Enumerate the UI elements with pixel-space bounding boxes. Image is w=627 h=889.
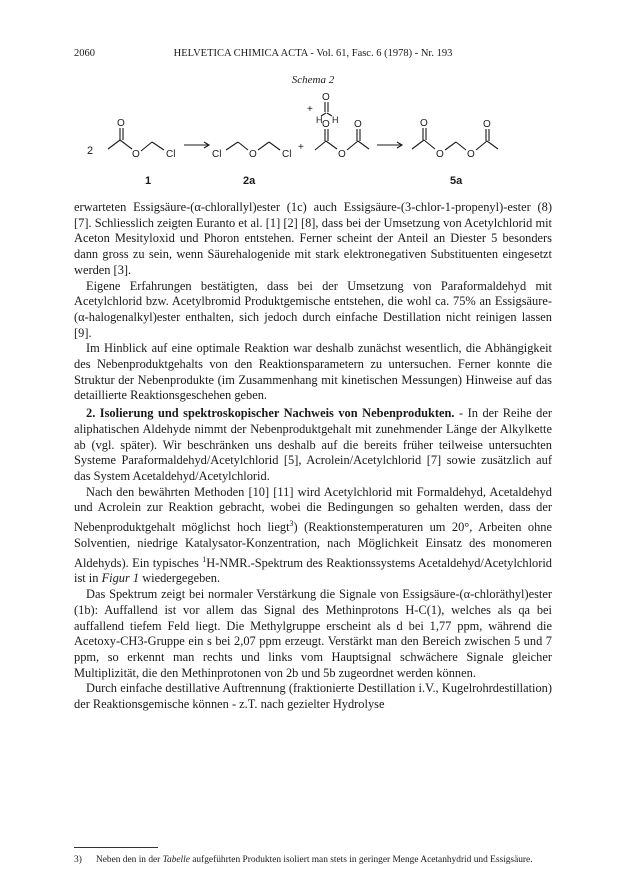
- compound-label-2a: 2a: [243, 175, 256, 187]
- atom-o: O: [436, 149, 444, 160]
- compound-label-1: 1: [145, 175, 152, 187]
- compound-1-structure: [108, 118, 175, 160]
- atom-cl: Cl: [212, 149, 222, 160]
- section-paragraph: [74, 406, 552, 485]
- footnote-text-part: Neben den in der: [96, 855, 161, 865]
- atom-o: O: [467, 149, 475, 160]
- plus-sign: +: [307, 104, 313, 115]
- atom-o: O: [322, 92, 330, 103]
- paragraph: Das Spektrum zeigt bei normaler Verstärkung die Signale von Essigsäure-(α-chloräthyl)ester (1b): Auffallend ist vor allem das Signal des Methinprotons H-C(1), welches als qa bei auffallend tiefem Feld liegt. Die Methylgruppe erscheint als d bei 1,77 ppm, während die Acetoxy-CH3-Gruppe ein s bei 2,07 ppm erzeugt. Verstärkt man den Bereich zwischen 5 und 7 ppm, so erkennt man rechts und links vom Hauptsignal schwächere Signale gleicher Multiplizität, die den Methinprotonen von 2b und 5b zugeordnet werden können.: [74, 587, 552, 680]
- atom-o: O: [354, 119, 362, 130]
- coefficient-2: 2: [87, 145, 94, 157]
- footnote-text: [96, 854, 552, 866]
- atom-o: O: [338, 149, 346, 160]
- body-text: [74, 200, 552, 713]
- atom-o: O: [322, 119, 330, 130]
- paragraph-text: ) (Reaktionstemperaturen um 20°, Arbeiten ohne Solventien, niedrige Katalysator-Konzentration, nach Möglichkeit Einsatz des monomeren Aldehyds). Ein typisches: [74, 520, 552, 570]
- reaction-arrow: [184, 142, 209, 148]
- table-reference: Tabelle: [162, 855, 190, 865]
- compound-2a-structure: [212, 142, 291, 160]
- atom-o: O: [117, 118, 125, 129]
- page-number: 2060: [74, 48, 95, 59]
- atom-h: H: [332, 115, 339, 125]
- atom-o: O: [132, 149, 140, 160]
- schema-title: Schema 2: [291, 74, 335, 86]
- paragraph-text: Nach den bewährten Methoden [10] [11] wird Acetylchlorid mit Formaldehyd, Acetaldehyd und Acrolein zur Reaktion gebracht, wobei die Bedingungen so gehalten werden, dass der Nebenproduktgehalt möglichst hoch liegt: [74, 484, 552, 535]
- paragraph-text: - In der Reihe der aliphatischen Aldehyde nimmt der Nebenproduktgehalt mit zunehmender Länge der Alkylkette ab (vgl. später). Wir beschränken uns deshalb auf die bereits früher teilweise untersuchten Systeme Paraformaldehyd/Acetylchlorid [5], Acrolein/Acetylchlorid [7] sowie zusätzlich auf das System Acetaldehyd/Acetylchlorid.: [74, 406, 553, 483]
- atom-o: O: [249, 149, 257, 160]
- atom-cl: Cl: [166, 149, 176, 160]
- footnote-rule: [74, 847, 158, 848]
- paragraph: [74, 485, 552, 587]
- paragraph: Im Hinblick auf eine optimale Reaktion war deshalb zunächst wesentlich, die Abhängigkeit des Nebenproduktgehalts von den Reaktionsparametern zu untersuchen. Ferner konnte die Struktur der Nebenprodukte (im Zusammenhang mit kinetischen Messungen) Hinweise auf das detaillierte Reaktionsgeschehen geben.: [74, 341, 552, 403]
- acetate-fragment-structure: [315, 119, 369, 160]
- paragraph-text: wiedergegeben.: [142, 571, 221, 586]
- footnote: [74, 854, 552, 866]
- compound-label-5a: 5a: [450, 175, 463, 187]
- paragraph: Eigene Erfahrungen bestätigten, dass bei der Umsetzung von Paraformaldehyd mit Acetylchlorid bzw. Acetylbromid Produktgemische entstehen, die wohl ca. 75% an Essigsäure-(α-halogenalkyl)ester enthalten, sich jedoch durch einfache Destillation nicht reinigen lassen [9].: [74, 278, 552, 340]
- figure-reference: Figur 1: [101, 571, 140, 586]
- atom-h: H: [316, 115, 323, 125]
- footnote-text-part: aufgeführten Produkten isoliert man stets in geringer Menge Acetanhydrid und Essigsäure.: [192, 855, 533, 865]
- journal-title: HELVETICA CHIMICA ACTA - Vol. 61, Fasc. 6 (1978) - Nr. 193: [173, 48, 453, 59]
- paragraph: Durch einfache destillative Auftrennung (fraktionierte Destillation i.V., Kugelrohrdestillation) der Reaktionsgemische können - z.T. nach gezielter Hydrolyse: [74, 681, 552, 712]
- footnote-ref: 3: [289, 519, 294, 529]
- atom-o: O: [483, 119, 491, 130]
- section-heading: 2. Isolierung und spektroskopischer Nachweis von Nebenprodukten.: [86, 406, 455, 421]
- atom-o: O: [420, 118, 428, 129]
- footnote-mark: 3): [74, 855, 82, 865]
- reaction-arrow: [377, 142, 402, 148]
- reaction-scheme: [60, 86, 560, 192]
- plus-sign: +: [298, 142, 304, 153]
- atom-cl: Cl: [282, 149, 292, 160]
- paragraph: erwarteten Essigsäure-(α-chlorallyl)ester (1c) auch Essigsäure-(3-chlor-1-propenyl)-ester (8) [7]. Schliesslich zeigten Euranto et al. [1] [2] [8], dass bei der Umsetzung von Acetylchlorid mit Aceton Mesityloxid und Phoron entstehen. Ferner scheint der Anteil an Diester 5 besonders dann gross zu sein, wenn Säurehalogenide mit stark elektronegativen Substituenten eingesetzt werden [3].: [74, 200, 552, 277]
- isotope-superscript: 1: [202, 554, 207, 564]
- compound-5a-structure: [412, 118, 498, 160]
- paragraph-text: H-NMR.-Spektrum des Reaktionssystems Acetaldehyd/Acetylchlorid ist in: [74, 555, 552, 586]
